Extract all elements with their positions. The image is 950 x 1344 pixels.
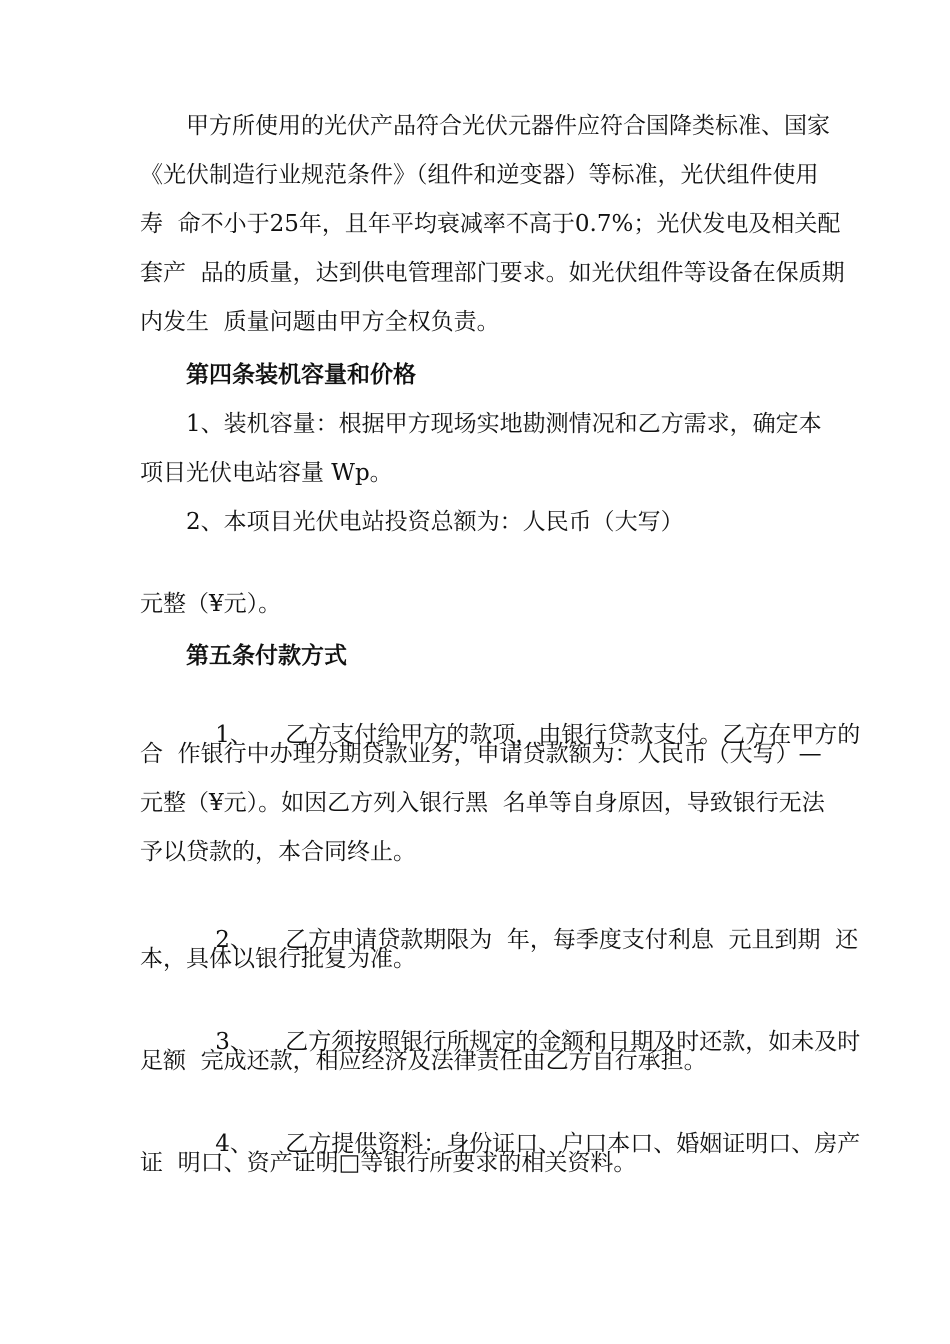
- list-item-cont: 足额 完成还款，相应经济及法律责任由乙方自行承担。: [140, 1048, 707, 1074]
- list-item-number: 3、: [215, 1029, 253, 1055]
- list-item-cont: 合 作银行中办理分期贷款业务，申请贷款额为：人民币（大写）—: [140, 741, 822, 767]
- paragraph-line: 套产 品的质量，达到供电管理部门要求。如光伏组件等设备在保质期: [140, 260, 845, 286]
- article-4-item-1: 1、装机容量：根据甲方现场实地勘测情况和乙方需求，确定本: [186, 411, 822, 437]
- list-item: [186, 997, 861, 1055]
- list-item-cont: 予以贷款的，本合同终止。: [140, 839, 416, 865]
- list-item-text: 乙方提供资料：身份证口、户口本口、婚姻证明口、房产: [285, 1131, 861, 1157]
- article-4-item-1-cont: 项目光伏电站容量 Wp。: [140, 460, 393, 486]
- article-4-heading: 第四条装机容量和价格: [186, 362, 416, 388]
- paragraph-line: 内发生 质量问题由甲方全权负责。: [140, 309, 500, 335]
- paragraph-line: 甲方所使用的光伏产品符合光伏元器件应符合国降类标准、国家: [186, 113, 830, 139]
- list-item-cont: 本，具体以银行批复为准。: [140, 946, 416, 972]
- article-4-item-2: 2、本项目光伏电站投资总额为：人民币（大写）: [186, 509, 684, 535]
- list-item: [186, 690, 861, 748]
- paragraph-line: 寿 命不小于25年，且年平均衰减率不高于0.7%；光伏发电及相关配: [140, 211, 841, 237]
- list-item-cont: 元整（¥元）。如因乙方列入银行黑 名单等自身原因，导致银行无法: [140, 790, 825, 816]
- list-item-number: 4、: [215, 1131, 253, 1157]
- list-item-text: 乙方申请贷款期限为 年，每季度支付利息 元且到期 还: [285, 927, 859, 953]
- list-item-text: 乙方支付给甲方的款项，由银行贷款支付。乙方在甲方的: [285, 722, 861, 748]
- list-item-number: 1、: [215, 722, 253, 748]
- list-item-cont: 证 明口、资产证明□等银行所要求的相关资料。: [140, 1150, 637, 1176]
- paragraph-line: 《光伏制造行业规范条件》（组件和逆变器）等标准，光伏组件使用: [140, 162, 819, 188]
- list-item-number: 2、: [215, 927, 253, 953]
- article-5-heading: 第五条付款方式: [186, 643, 347, 669]
- list-item-text: 乙方须按照银行所规定的金额和日期及时还款，如未及时: [285, 1029, 861, 1055]
- article-4-item-2-cont: 元整（¥元）。: [140, 591, 282, 617]
- list-item: [186, 1099, 861, 1157]
- list-item: [186, 895, 859, 953]
